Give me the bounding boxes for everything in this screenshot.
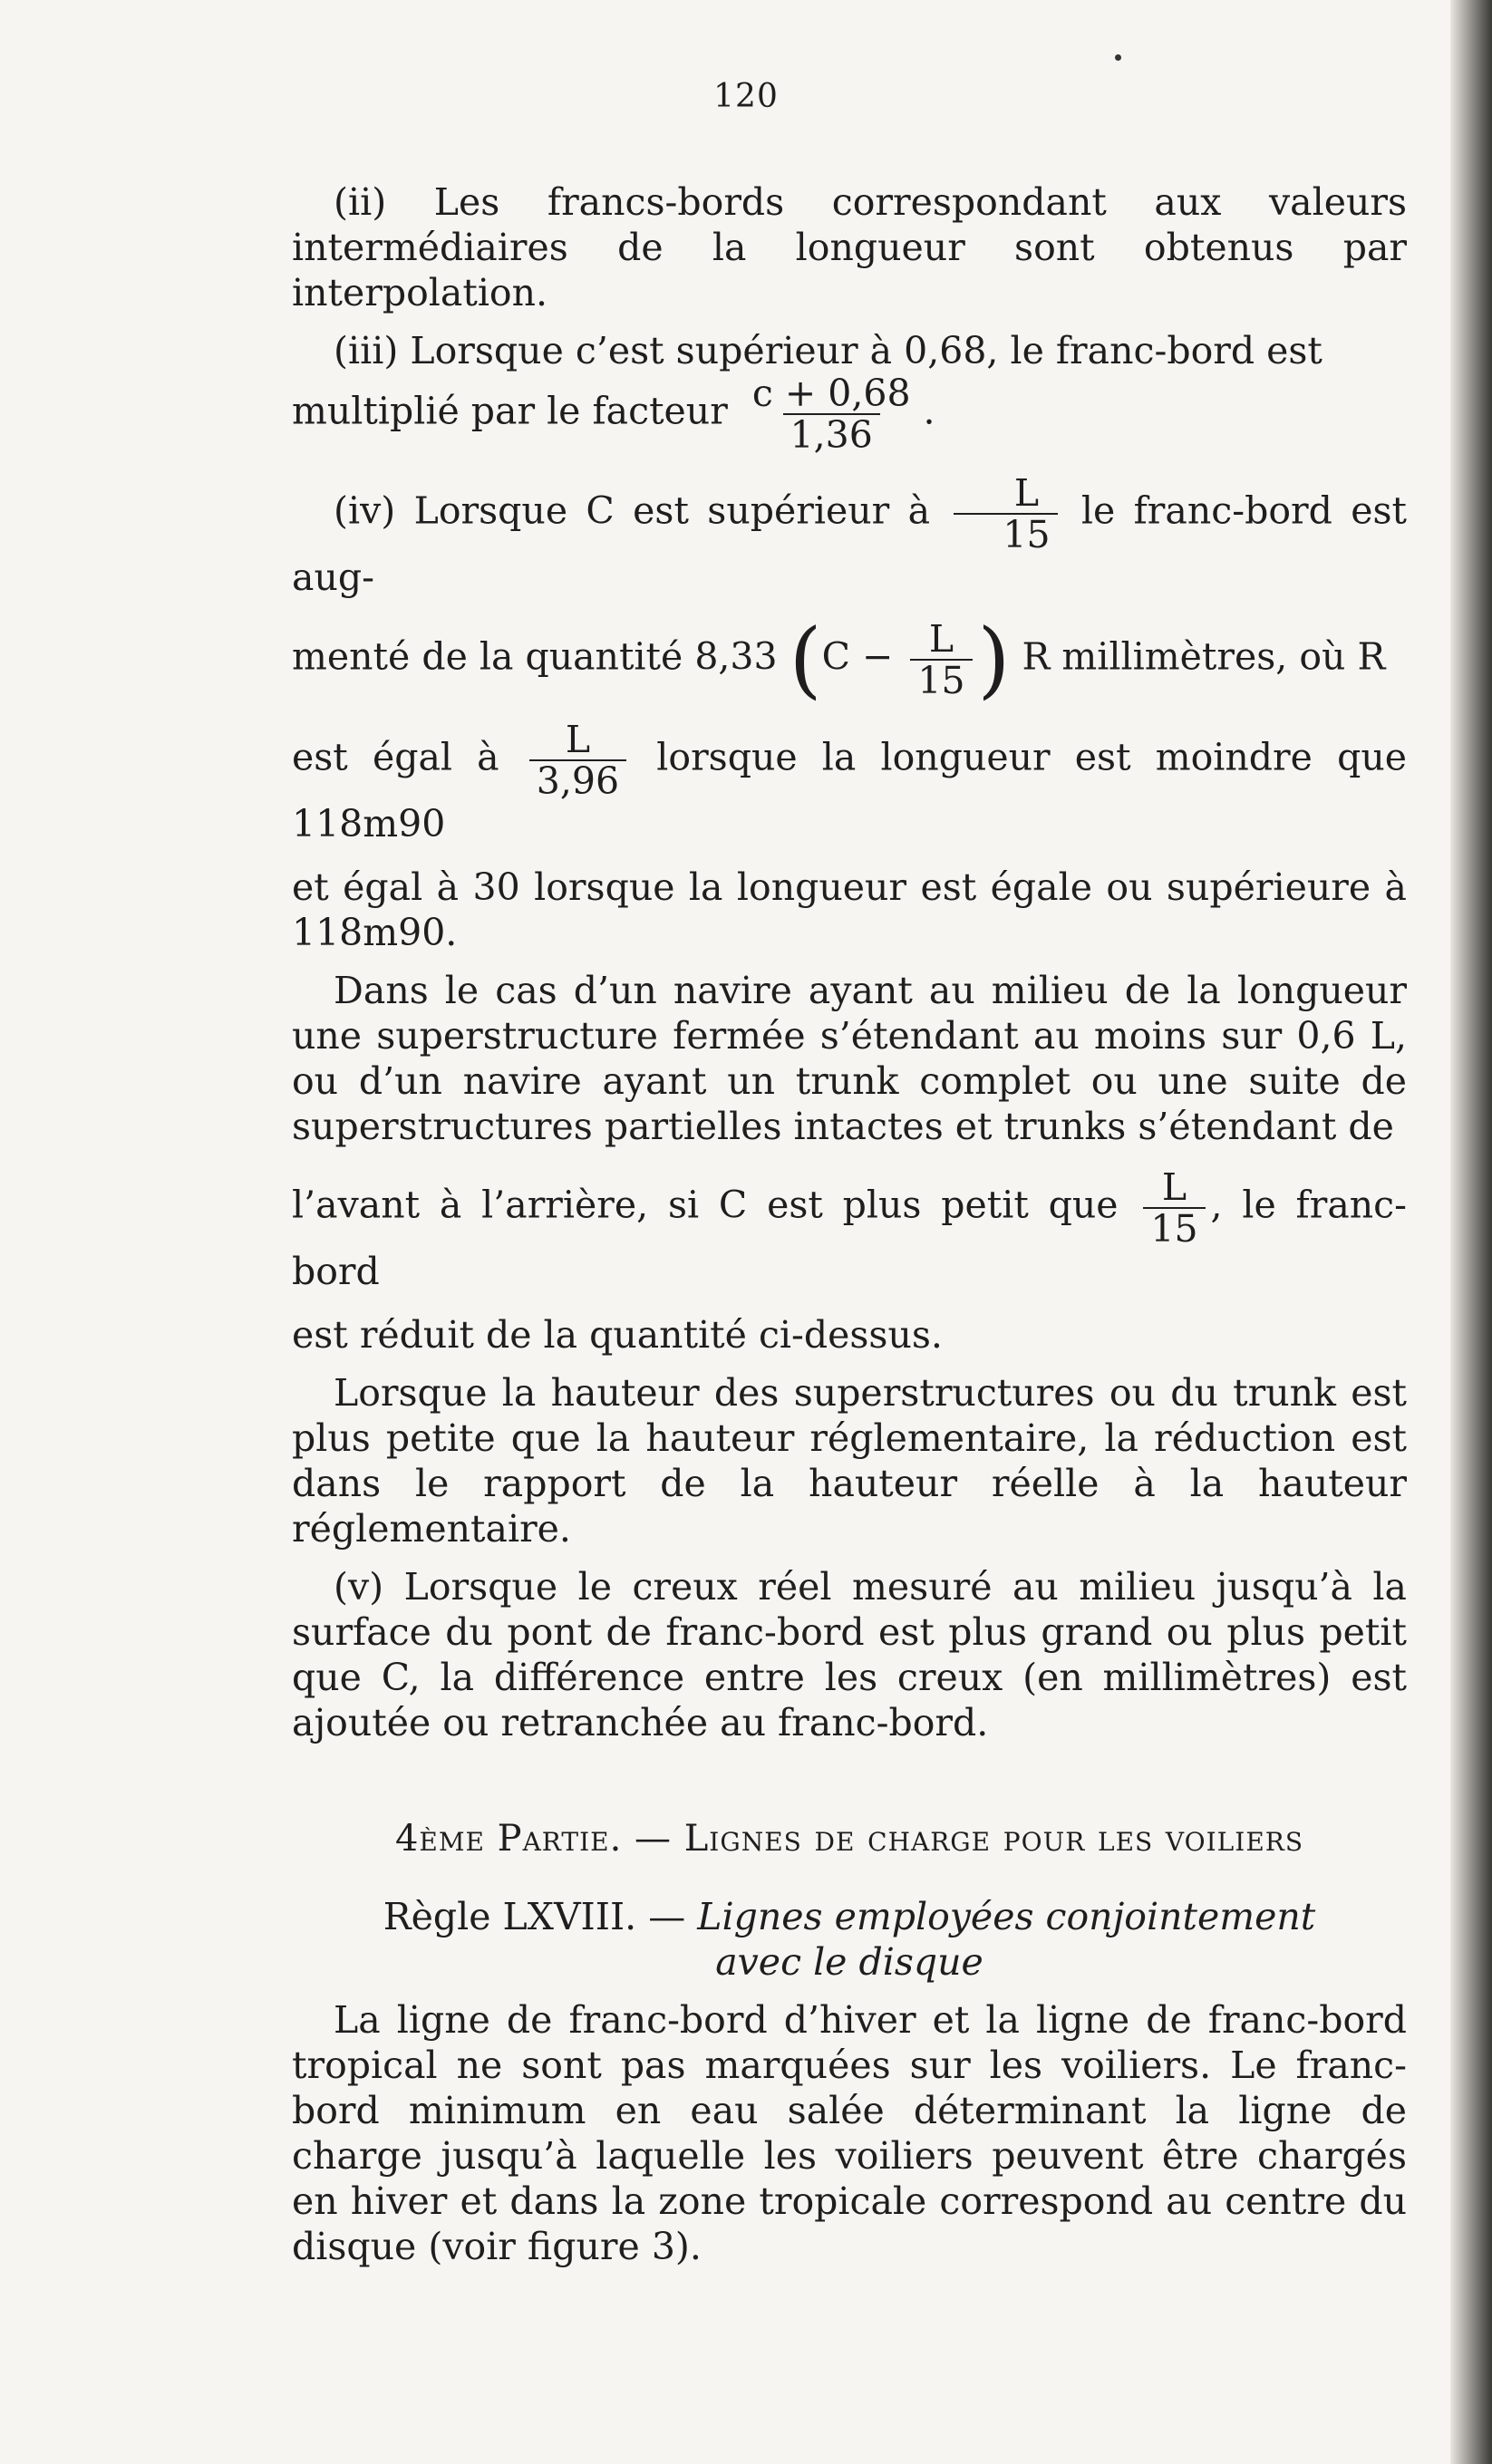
- fraction-numerator: L: [1013, 471, 1040, 515]
- fraction-l-15-dans: [1143, 1167, 1205, 1249]
- fraction-denominator: 15: [954, 513, 1057, 555]
- close-parenthesis: ): [977, 611, 1011, 708]
- paragraph-iii-line2: [292, 373, 1407, 455]
- paragraph-iv-text-f: lorsque la longueur est moindre que 118m90: [292, 735, 1407, 845]
- page-body: [292, 179, 1407, 2269]
- fraction-denominator: 1,36: [783, 413, 880, 455]
- paragraph-lorsque: Lorsque la hauteur des superstructures ou du trunk est plus petite que la hauteur réglementaire, la réduction est dans le rapport de la hauteur réelle à la hauteur réglementaire.: [292, 1371, 1407, 1551]
- paren-expression: C −: [821, 634, 894, 679]
- fraction-l-396: [529, 720, 626, 801]
- paragraph-iv-line2: [292, 611, 1407, 708]
- ink-dot: [1115, 54, 1121, 61]
- paragraph-iv-text-d: R millimètres, où R: [1022, 634, 1386, 679]
- fraction-period: .: [923, 389, 935, 433]
- fraction-numerator: c + 0,68: [751, 372, 911, 415]
- section-heading: 4ème Partie. — Lignes de charge pour les voiliers: [394, 1818, 1304, 1860]
- fraction-numerator: L: [928, 617, 954, 661]
- paragraph-iii-text: multiplié par le facteur: [292, 389, 728, 433]
- paragraph-final: La ligne de franc-bord d’hiver et la ligne de franc-bord tropical ne sont pas marquées sur les voiliers. Le franc-bord minimum en eau salée déterminant la ligne de charge jusqu’à laquelle les voiliers peuvent être chargés en hiver et dans la zone tropicale correspond au centre du disque (voir figure 3).: [292, 1998, 1407, 2268]
- fraction-numerator: L: [565, 718, 591, 761]
- rule-label: Règle LXVIII. —: [383, 1895, 686, 1938]
- fraction-c-factor: [745, 373, 918, 455]
- paragraph-iv-line3: [292, 720, 1407, 846]
- paragraph-iv-line4: et égal à 30 lorsque la longueur est égale ou supérieure à 118m90.: [292, 865, 1407, 954]
- paragraph-dans-formula: [292, 1167, 1407, 1294]
- paragraph-iv-text-c: menté de la quantité 8,33: [292, 634, 778, 679]
- paragraph-dans-end: est réduit de la quantité ci-dessus.: [292, 1313, 943, 1357]
- page-number: 120: [713, 78, 779, 115]
- fraction-numerator: L: [1161, 1165, 1187, 1209]
- paragraph-iv-text-e: est égal à: [292, 735, 499, 779]
- paragraph-ii: (ii) Les francs-bords correspondant aux valeurs intermédiaires de la longueur sont obtenus par interpolation.: [292, 180, 1407, 314]
- paragraph-iii-line1: (iii) Lorsque c’est supérieur à 0,68, le franc-bord est: [334, 329, 1322, 372]
- paragraph-v: (v) Lorsque le creux réel mesuré au milieu jusqu’à la surface du pont de franc-bord est plus grand ou plus petit que C, la différence entre les creux (en millimètres) est ajoutée ou retranchée au franc-bord.: [292, 1565, 1407, 1744]
- paragraph-dans-text-b: l’avant à l’arrière, si C est plus petit que: [292, 1183, 1119, 1227]
- open-parenthesis: (: [789, 611, 822, 708]
- rule-title-line2: avec le disque: [715, 1940, 983, 1984]
- rule-heading: [292, 1894, 1407, 1985]
- page-edge-shadow: [1450, 0, 1492, 2464]
- fraction-l-15: [954, 473, 1057, 555]
- paragraph-iv-line1: [292, 473, 1407, 600]
- fraction-l-15-paren: [910, 619, 972, 701]
- paragraph-dans-text-c: , le franc-bord: [292, 1183, 1407, 1293]
- fraction-denominator: 3,96: [529, 759, 626, 801]
- rule-title-line1: Lignes employées conjointement: [697, 1895, 1316, 1938]
- paragraph-iv-text-a: (iv) Lorsque C est supérieur à: [334, 488, 931, 533]
- paragraph-iv-text-b: le franc-bord est aug-: [292, 488, 1407, 599]
- fraction-denominator: 15: [1143, 1207, 1205, 1249]
- paragraph-dans: Dans le cas d’un navire ayant au milieu de la longueur une superstructure fermée s’étendant au moins sur 0,6 L, ou d’un navire ayant un trunk complet ou une suite de superstructures partielles intactes et trunks s’étendant de: [292, 969, 1407, 1148]
- fraction-denominator: 15: [910, 659, 972, 701]
